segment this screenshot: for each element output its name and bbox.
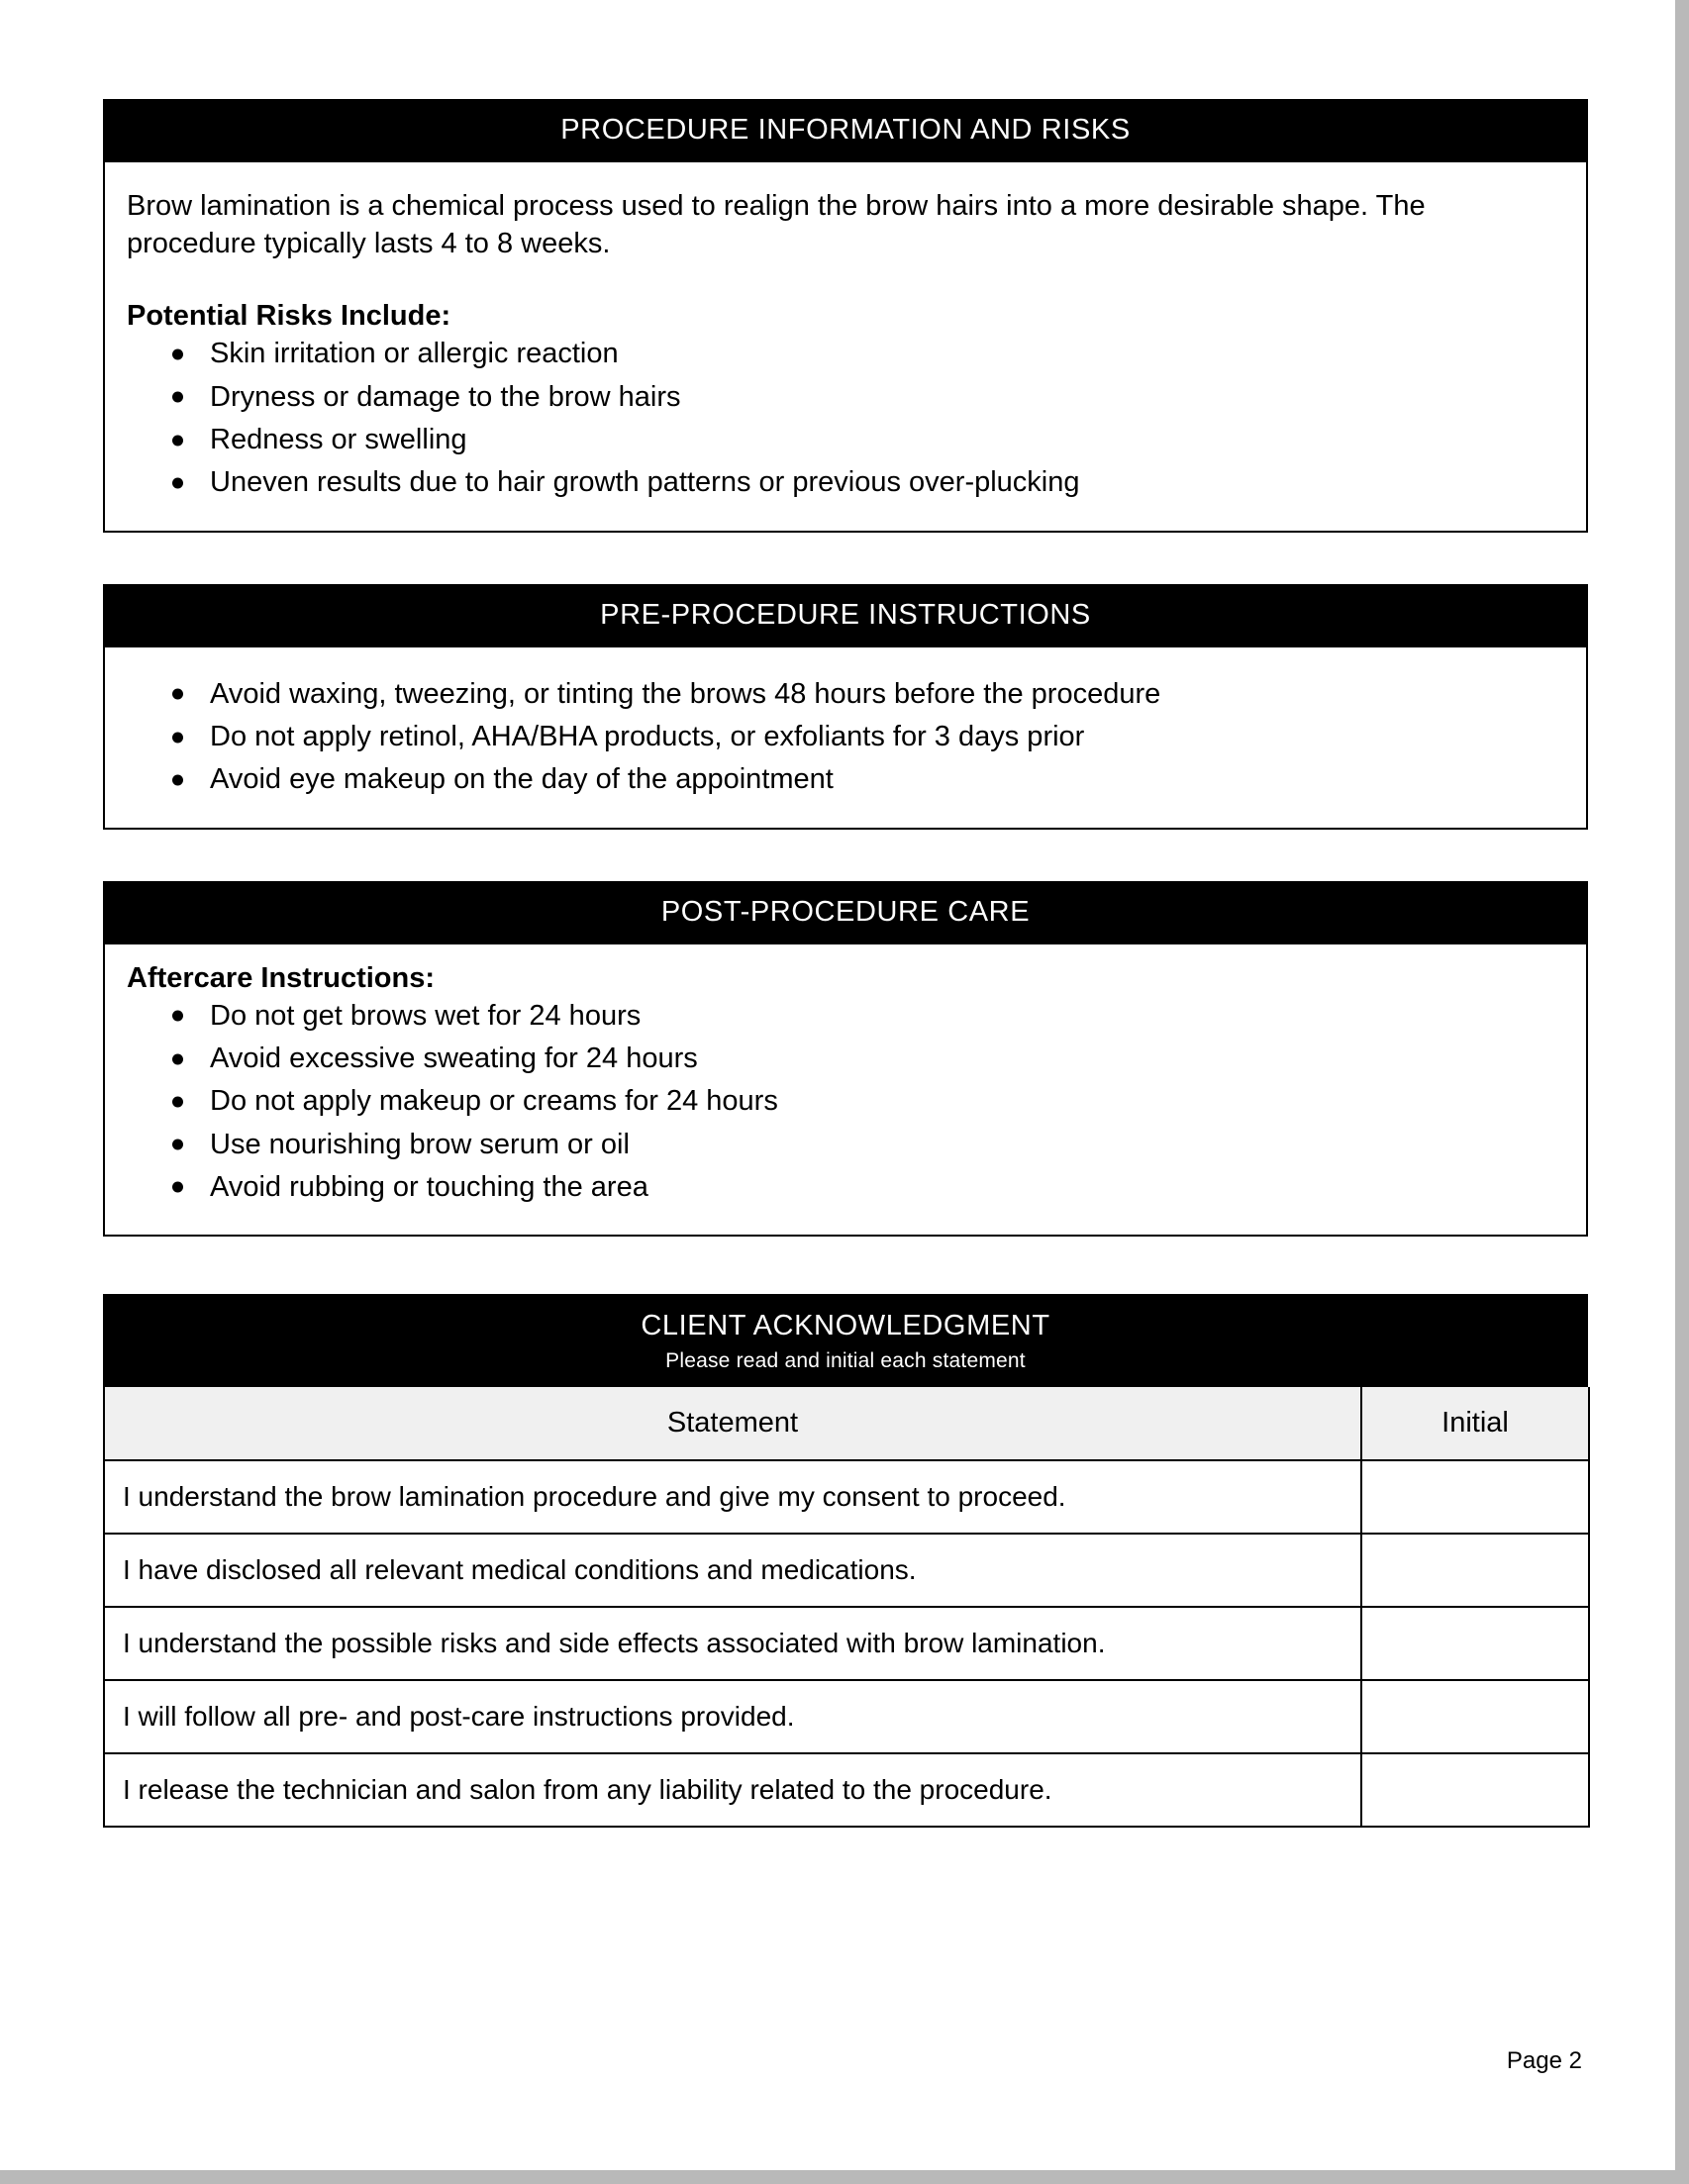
section-pre-procedure-instructions	[103, 584, 1588, 830]
section-post-procedure-care	[103, 881, 1588, 1238]
page-edge-left	[0, 0, 9, 2184]
bullet-dot-icon	[172, 1096, 183, 1107]
list-item	[105, 333, 1586, 375]
list-item	[105, 376, 1586, 419]
section-header-pre-procedure-instructions: PRE-PROCEDURE INSTRUCTIONS	[103, 584, 1588, 647]
initial-input-cell[interactable]	[1361, 1607, 1589, 1680]
list-item-label: Dryness or damage to the brow hairs	[210, 380, 681, 413]
bullet-dot-icon	[172, 477, 183, 488]
list-item-label: Avoid waxing, tweezing, or tinting the brows 48 hours before the procedure	[210, 677, 1161, 710]
procedure-description-paragraph: Brow lamination is a chemical process used to realign the brow hairs into a more desirable shape. The procedure typically lasts 4 to 8 weeks.	[127, 190, 1426, 259]
list-item	[105, 1166, 1586, 1209]
potential-risks-lead-in: Potential Risks Include:	[127, 300, 451, 333]
statement-cell: I understand the possible risks and side effects associated with brow lamination.	[104, 1607, 1361, 1680]
aftercare-instructions-lead-in: Aftercare Instructions:	[127, 961, 436, 994]
list-item	[105, 1124, 1586, 1166]
list-item	[105, 461, 1586, 504]
table-header-row	[104, 1387, 1589, 1460]
column-header-initial: Initial	[1361, 1387, 1589, 1460]
table-body	[104, 1460, 1589, 1827]
bullet-dot-icon	[172, 392, 183, 403]
acknowledgment-subtitle: Please read and initial each statement	[665, 1349, 1026, 1373]
section-header-procedure-information-and-risks: PROCEDURE INFORMATION AND RISKS	[103, 99, 1588, 162]
section-body-pre-procedure-instructions	[103, 647, 1588, 830]
statement-cell: I will follow all pre- and post-care instructions provided.	[104, 1680, 1361, 1753]
potential-risks-list	[105, 333, 1586, 504]
list-item-label: Skin irritation or allergic reaction	[210, 338, 619, 370]
page-footer	[103, 2047, 1588, 2075]
list-item-label: Avoid eye makeup on the day of the appointment	[210, 763, 834, 796]
section-header-client-acknowledgment	[103, 1294, 1588, 1387]
aftercare-list	[105, 995, 1586, 1210]
list-item	[105, 419, 1586, 461]
bullet-dot-icon	[172, 1053, 183, 1064]
list-item-label: Redness or swelling	[210, 424, 467, 455]
bullet-dot-icon	[172, 1182, 183, 1193]
section-header-post-procedure-care: POST-PROCEDURE CARE	[103, 881, 1588, 944]
section-body-post-procedure-care	[103, 944, 1588, 1238]
list-item	[105, 716, 1586, 758]
bullet-dot-icon	[172, 1140, 183, 1150]
table-head	[104, 1387, 1589, 1460]
statement-cell: I have disclosed all relevant medical conditions and medications.	[104, 1534, 1361, 1607]
document-content	[103, 0, 1588, 1828]
list-item-label: Do not get brows wet for 24 hours	[210, 999, 642, 1032]
list-item	[105, 995, 1586, 1038]
acknowledgment-table	[103, 1387, 1590, 1828]
list-item-label: Uneven results due to hair growth patterns or previous over-plucking	[210, 466, 1080, 499]
initial-input-cell[interactable]	[1361, 1680, 1589, 1753]
page-edge-right	[1675, 0, 1689, 2184]
bullet-dot-icon	[172, 349, 183, 360]
section-gap	[103, 533, 1588, 584]
table-row	[104, 1680, 1589, 1753]
initial-input-cell[interactable]	[1361, 1460, 1589, 1534]
pre-procedure-list	[105, 673, 1586, 802]
table-row	[104, 1607, 1589, 1680]
list-item-label: Avoid rubbing or touching the area	[210, 1170, 648, 1203]
list-item-label: Do not apply makeup or creams for 24 hours	[210, 1085, 778, 1118]
section-gap	[103, 830, 1588, 881]
bullet-dot-icon	[172, 774, 183, 785]
section-gap	[103, 1237, 1588, 1294]
list-item-label: Do not apply retinol, AHA/BHA products, or exfoliants for 3 days prior	[210, 720, 1085, 752]
column-header-statement: Statement	[104, 1387, 1361, 1460]
section-client-acknowledgment	[103, 1294, 1588, 1828]
page-edge-bottom	[0, 2170, 1689, 2184]
table-row	[104, 1534, 1589, 1607]
statement-cell: I release the technician and salon from any liability related to the procedure.	[104, 1753, 1361, 1827]
bullet-dot-icon	[172, 689, 183, 700]
initial-input-cell[interactable]	[1361, 1753, 1589, 1827]
section-procedure-information-and-risks	[103, 99, 1588, 533]
page-number-label: Page 2	[1506, 2047, 1582, 2074]
list-item	[105, 758, 1586, 801]
table-row	[104, 1460, 1589, 1534]
initial-input-cell[interactable]	[1361, 1534, 1589, 1607]
list-item	[105, 1080, 1586, 1123]
section-body-procedure-information-and-risks	[103, 162, 1588, 533]
bullet-dot-icon	[172, 1011, 183, 1022]
list-item	[105, 1038, 1586, 1080]
acknowledgment-title: CLIENT ACKNOWLEDGMENT	[641, 1310, 1050, 1342]
list-item	[105, 673, 1586, 716]
table-row	[104, 1753, 1589, 1827]
bullet-dot-icon	[172, 732, 183, 743]
list-item-label: Use nourishing brow serum or oil	[210, 1128, 630, 1160]
list-item-label: Avoid excessive sweating for 24 hours	[210, 1042, 698, 1074]
bullet-dot-icon	[172, 435, 183, 446]
statement-cell: I understand the brow lamination procedure and give my consent to proceed.	[104, 1460, 1361, 1534]
